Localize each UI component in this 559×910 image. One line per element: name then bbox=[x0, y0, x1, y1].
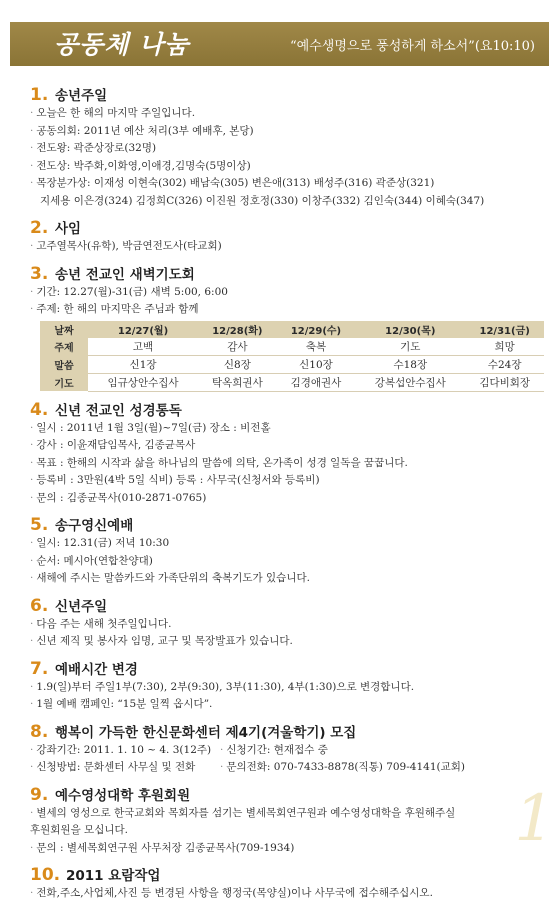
section-title: 송년 전교인 새벽기도회 bbox=[55, 266, 195, 283]
section-number: 8. bbox=[30, 721, 49, 742]
table-header: 12/31(금) bbox=[465, 321, 544, 338]
table-header: 12/28(화) bbox=[198, 321, 277, 338]
section-2 bbox=[30, 217, 546, 256]
section-number: 5. bbox=[30, 515, 49, 535]
list-item: · 등록비 : 3만원(4박 5일 식비) 등록 : 사무국(신청서와 등록비) bbox=[30, 474, 320, 486]
list-item: · 일시: 12.31(금) 저녁 10:30 bbox=[30, 537, 170, 549]
list-item: · 전화,주소,사업체,사진 등 변경된 사항을 행정국(목양실)이나 사무국에 접수해주십시오. bbox=[30, 887, 433, 899]
list-item: · 공동의회: 2011년 예산 처리(3부 예배후, 본당) bbox=[30, 124, 254, 137]
row-label: 말씀 bbox=[40, 355, 88, 373]
list-item: · 다음 주는 새해 첫주일입니다. bbox=[30, 617, 172, 630]
table-header: 날짜 bbox=[40, 321, 88, 338]
table-cell: 김다비회장 bbox=[465, 373, 544, 391]
table-header-row bbox=[40, 321, 544, 338]
section-title: 신년주일 bbox=[55, 598, 108, 615]
table-header: 12/27(월) bbox=[88, 321, 198, 338]
list-item: · 일시 : 2011년 1월 3일(월)~7일(금) 장소 : 비전홀 bbox=[30, 421, 271, 434]
section-title: 2011 요람작업 bbox=[66, 868, 161, 884]
header-banner bbox=[10, 22, 549, 66]
page-number: 1 bbox=[514, 782, 555, 856]
list-item-continuation: 후원회원을 모십니다. bbox=[30, 824, 128, 836]
section-6 bbox=[30, 595, 546, 651]
list-item-continuation: 지세용 이은경(324) 김정희C(326) 이진원 정호정(330) 이창주(332) 김인숙(344) 이혜숙(347) bbox=[40, 194, 485, 207]
list-item: · 전도상: 박주화,이화영,이애경,김명숙(5명이상) bbox=[30, 159, 251, 172]
list-item: · 강좌기간: 2011. 1. 10 ~ 4. 3(12주) · 신청기간: 현재접수 중 bbox=[30, 743, 328, 756]
section-1 bbox=[30, 84, 546, 210]
list-item: · 신년 제직 및 봉사자 임명, 교구 및 목장발표가 있습니다. bbox=[30, 635, 293, 647]
section-number: 2. bbox=[30, 218, 49, 238]
table-cell: 희망 bbox=[465, 338, 544, 356]
list-item: · 1.9(일)부터 주일1부(7:30), 2부(9:30), 3부(11:30), 4부(1:30)으로 변경합니다. bbox=[30, 680, 415, 693]
section-10 bbox=[30, 864, 546, 903]
table-header: 12/30(목) bbox=[355, 321, 465, 338]
section-number: 7. bbox=[30, 658, 49, 679]
section-8 bbox=[30, 721, 546, 777]
page-title: 공동체 나눔 bbox=[54, 30, 190, 59]
section-number: 4. bbox=[30, 399, 49, 420]
list-item: · 기간: 12.27(월)-31(금) 새벽 5:00, 6:00 bbox=[30, 285, 228, 298]
list-item: · 별세의 영성으로 한국교회와 목회자를 섬기는 별세목회연구원과 예수영성대학을 후원해주실 bbox=[30, 806, 456, 819]
table-cell: 강복섭안수집사 bbox=[355, 373, 465, 391]
section-number: 9. bbox=[30, 784, 49, 805]
section-title: 예배시간 변경 bbox=[55, 661, 138, 678]
table-cell: 신10장 bbox=[277, 355, 356, 373]
list-item: · 목장분가상: 이재성 이현숙(302) 배남숙(305) 변은애(313) 배성주(316) 곽준상(321) bbox=[30, 177, 435, 189]
list-item: · 문의 : 김종균목사(010-2871-0765) bbox=[30, 491, 207, 504]
table-cell: 수18장 bbox=[355, 355, 465, 373]
list-item: · 목표 : 한해의 시작과 삶을 하나님의 말씀에 의탁, 온가족이 성경 일독을 꿈꿉니다. bbox=[30, 456, 408, 469]
section-4 bbox=[30, 399, 546, 508]
header-verse: “예수생명으로 풍성하게 하소서”(요10:10) bbox=[290, 39, 535, 54]
row-label: 주제 bbox=[40, 338, 88, 356]
section-5 bbox=[30, 514, 546, 588]
table-cell: 감사 bbox=[198, 338, 277, 356]
section-number: 1. bbox=[30, 85, 49, 105]
list-item: · 순서: 메시아(연합찬양대) bbox=[30, 554, 153, 567]
section-title: 송년주일 bbox=[55, 88, 108, 104]
row-label: 기도 bbox=[40, 373, 88, 391]
prayer-schedule-table bbox=[40, 321, 544, 392]
table-cell: 탁옥희권사 bbox=[198, 373, 277, 391]
table-row bbox=[40, 355, 544, 373]
table-cell: 축복 bbox=[277, 338, 356, 356]
table-header: 12/29(수) bbox=[277, 321, 356, 338]
section-9 bbox=[30, 784, 546, 858]
section-title: 예수영성대학 후원회원 bbox=[55, 787, 191, 804]
table-row bbox=[40, 338, 544, 356]
section-title: 송구영신예배 bbox=[55, 518, 134, 534]
section-number: 10. bbox=[30, 865, 61, 885]
table-cell: 신1장 bbox=[88, 355, 198, 373]
table-row bbox=[40, 373, 544, 391]
section-7 bbox=[30, 658, 546, 714]
table-cell: 임규상안수집사 bbox=[88, 373, 198, 391]
section-title: 행복이 가득한 한신문화센터 제4기(겨울학기) 모집 bbox=[55, 724, 357, 741]
section-3 bbox=[30, 263, 546, 392]
list-item: · 새해에 주시는 말씀카드와 가족단위의 축복기도가 있습니다. bbox=[30, 572, 310, 584]
list-item: · 전도왕: 곽준상장로(32명) bbox=[30, 142, 157, 154]
table-cell: 고백 bbox=[88, 338, 198, 356]
table-cell: 김경애권사 bbox=[277, 373, 356, 391]
table-cell: 수24장 bbox=[465, 355, 544, 373]
section-title: 신년 전교인 성경통독 bbox=[55, 402, 182, 419]
announcements bbox=[30, 84, 546, 910]
section-number: 6. bbox=[30, 595, 49, 616]
list-item: · 문의 : 별세목회연구원 사무처장 김종균목사(709-1934) bbox=[30, 841, 295, 854]
table-cell: 기도 bbox=[355, 338, 465, 356]
list-item: · 1월 예배 캠페인: “15분 일찍 옵시다”. bbox=[30, 698, 213, 710]
list-item: · 신청방법: 문화센터 사무실 및 전화 · 문의전화: 070-7433-8878(직통) 709-4141(교회) bbox=[30, 761, 465, 773]
section-title: 사임 bbox=[55, 221, 82, 237]
section-number: 3. bbox=[30, 263, 49, 284]
list-item: · 고주열목사(유학), 박금연전도사(타교회) bbox=[30, 240, 222, 252]
table-cell: 신8장 bbox=[198, 355, 277, 373]
list-item: · 강사 : 이윤재담임목사, 김종균목사 bbox=[30, 439, 196, 451]
list-item: · 오늘은 한 해의 마지막 주일입니다. bbox=[30, 107, 196, 119]
list-item: · 주제: 한 해의 마지막은 주님과 함께 bbox=[30, 303, 199, 315]
